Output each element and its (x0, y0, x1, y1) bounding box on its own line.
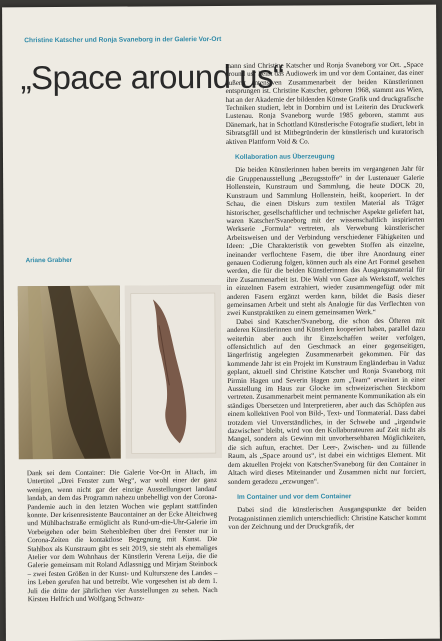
left-paragraph: Dank sei dem Container: Die Galerie Vor-Ort in Altach, im Untertitel „Drei Fenster zum Weg“, war wohl einer der ganz wenigen, wenn nicht gar der einzige Ausstellungsort landauf landab, an dem das Programm nahezu unbehelligt von der Corona-Pandemie auch in den letzten Wochen wie geplant stattfinden konnte. Der krisenresistente Baucontainer an der Ecke Alteichweg und Mühlbachstraße ermöglicht als Rund-um-die-Uhr-Galerie im Vorbeigehen oder beim Stehenbleiben über drei Fenster nur in Corona-Zeiten die kontaktlose Begegnung mit Kunst. Die Stahlbox als Kunstraum gibt es seit 2019, sie steht als ehemaliges Atelier vor dem Wohnhaus der Künstlerin Verena Leija, die die Galerie gemeinsam mit Roland Adlassnigg und Mirjam Steinbock – zwei festen Größen in der Kunst- und Kulturszene des Landes – ins Leben gerufen hat und betreibt. Wie vorgesehen ist ab dem 1. Juli die dritte der jährlichen vier Ausstellungen zu sehen. Nach Kirsten Helfrich und Wolfgang Schwarz- (26, 468, 218, 604)
article-title: „Space around us“ (20, 57, 284, 97)
gauze-artwork-photo (125, 285, 222, 459)
furrow-photo (18, 286, 121, 460)
gauze-artwork-image (125, 285, 222, 459)
article-kicker: Christine Katscher und Ronja Svaneborg in der Galerie Vor-Ort (24, 35, 222, 45)
body-paragraph: Die beiden Künstlerinnen haben bereits im vergangenen Jahr für die Gruppenausstellung „Bezugsstoffe“ in der Lustenauer Galerie Hollenstein, Kunstraum und Sammlung, die heute DOCK 20, Kunstraum und Sammlung Hollenstein, heißt, kooperiert. In der Schau, die einen Diskurs zum textilen Material als Träger historischer, gesellschaftlicher und technischer Aspekte geliefert hat, waren Katscher/Svaneborg mit der wissenschaftlich inspirierten Werkserie „Formula“ vertreten, als Verwebung künstlerischer Arbeitsweisen und der Verbindung verschiedener Fähigkeiten und Ideen: „Die Charakteristik von gewebten Stoffen als einzelne, ineinander verflochtene Fasern, die über ihre Anordnung einer genauen Codierung folgen, können auch als eine Art Formel gesehen werden, die für die beiden Künstlerinnen das Ausgangsmaterial für ihre Zusammenarbeit ist. Die Wahl von Gaze als Werkstoff, welches in einzelnen Fasern extrahiert, wieder zusammengefügt oder mit anderen Fasern ergänzt werden kann, bildet die Basis dieser gemeinsamen Arbeit und steht als Analogie für das Verflechten von zwei Kunstpraktiken zu einem gemeinsamen Werk.“ (226, 165, 425, 318)
right-column-text (225, 61, 427, 640)
article-author: Ariane Grabher (25, 256, 73, 265)
body-paragraph: Dabei sind die künstlerischen Ausgangspunkte der beiden Protagonistinnen ziemlich unterschiedlich: Christine Katscher kommt von der Zeichnung und der Druckgrafik, der (228, 505, 427, 532)
body-paragraph: Dabei sind Katscher/Svaneborg, die schon des Öfteren mit anderen Künstlerinnen und Künstlern kooperiert haben, parallel dazu weiterhin aber auch ihr Einzelschaffen weiter verfolgen, offensichtlich auf den Geschmack an einer gegenseitigen, längerfristig angelegten Zusammenarbeit gekommen. Für das kommende Jahr ist ein Projekt im Kunstraum Engländerbau in Vaduz geplant, aktuell sind Christine Katscher und Ronja Svaneborg mit Pirmin Hagen und Severin Hagen zum „Team“ erweitert in einer Ausstellung im Haus zur Glocke im schweizerischen Steckborn vertreten. Zusammenarbeit meint permanente Kommunikation als ein ständiges Übersetzen und Interpretieren, aber auch das Schöpfen aus einem kollektiven Pool von Bild-, Text- und Tonmaterial. Dass dabei trotzdem viel Unverständliches, in der Schwebe und „irgendwie dazwischen“ bleibt, wird von den Kollaborateuren auf Zeit nicht als Mangel, sondern als Gewinn mit unvorhersehbaren Möglichkeiten, die sich auftun, erachtet. Der Leer-, Zwischen- und zu füllende Raum, als „Space around us“, ist dabei ein wichtiges Element. Mit dem aktuellen Projekt von Katscher/Svaneborg für den Container in Altach wird dieses Miteinander und Zusammen nicht nur forciert, sondern geradezu „erzwungen“. (227, 316, 426, 486)
subheading-container: Im Container und vor dem Container (237, 493, 352, 501)
furrow-photo-image (18, 286, 121, 460)
magazine-page (2, 5, 440, 641)
subheading-collaboration: Kollaboration aus Überzeugung (234, 153, 335, 161)
intro-paragraph: mann sind Christine Katscher und Ronja Svaneborg vor Ort. „Space around us“ heißt das Audiowerk im und vor dem Container, das einer äußerst intensiven Zusammenarbeit der beiden Künstlerinnen entsprungen ist. Christine Katscher, geboren 1968, stammt aus Wien, hat an der Akademie der bildenden Künste Grafik und druckgrafische Techniken studiert, lebt in Dornbirn und ist Leiterin des Druckwerk Lustenau. Ronja Svaneborg wurde 1985 geboren, stammt aus Dänemark, hat in Schottland Künstlerische Fotografie studiert, lebt in Sibratsgfäll und ist Mitbegründerin der künstlerisch und kuratorisch aktiven Plattform Void & Co. (225, 60, 424, 146)
left-column-text (27, 468, 218, 629)
